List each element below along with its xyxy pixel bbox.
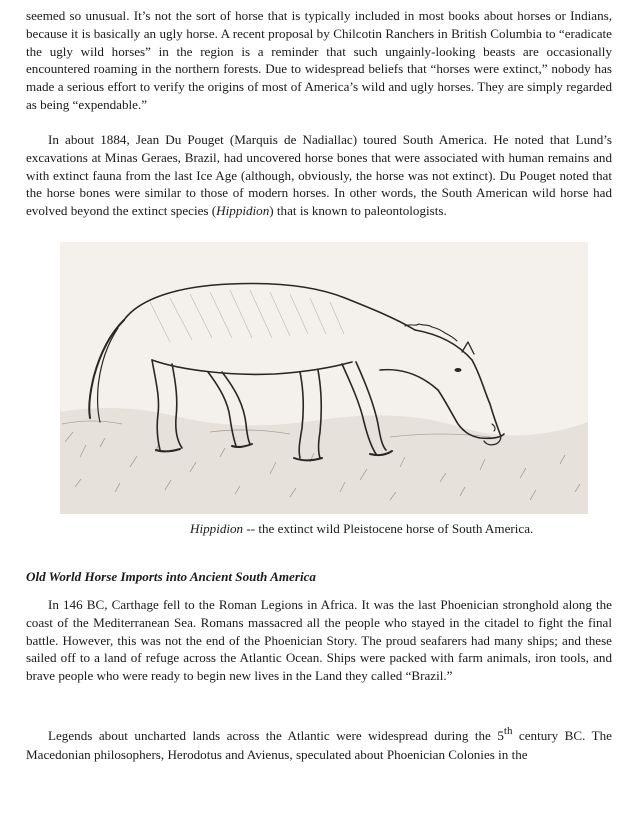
figure-caption: [190, 520, 533, 537]
paragraph-legends: [26, 724, 612, 764]
taxon-name: Hippidion: [216, 203, 270, 219]
paragraph-continuation: seemed so unusual. It’s not the sort of horse that is typically included in most books about horses or Indians, because it is basically an ugly horse. A recent proposal by Chilcotin Ranchers in British Columbia to “eradicate the ugly wild horses” in the region is a reminder that such ungainly-looking beasts are occasionally encountered roaming in the northern forests. Due to widespread beliefs that “horses were extinct,” nobody has made a serious effort to verify the origins of most of America’s wild and ugly horses. They are simply regarded as being “expendable.”: [26, 8, 612, 112]
horse-sketch: [60, 242, 588, 514]
ordinal-suffix: th: [503, 724, 513, 737]
hippidion-illustration: [60, 242, 588, 514]
paragraph-carthage: In 146 BC, Carthage fell to the Roman Legions in Africa. It was the last Phoenician stronghold along the coast of the Mediterranean Sea. Romans massacred all the people who stayed in the citadel to fight the final battle. However, this was not the end of the Phoenician Story. The proud seafarers had many ships; and these sailed off to a land of refuge across the Atlantic Ocean. Ships were packed with farm animals, iron tools, and brave people who were ready to begin new lives in the Land they called “Brazil.”: [26, 597, 612, 684]
paragraph-du-pouget-text-end: ) that is known to paleontologists.: [269, 203, 447, 219]
paragraph-du-pouget-text: In about 1884, Jean Du Pouget (Marquis de Nadiallac) toured South America. He noted that Lund’s excavations at Minas Geraes, Brazil, had uncovered horse bones that were associated with human remains and with extinct fauna from the last Ice Age (although, obviously, the horse was not extinct). Du Pouget noted that the horse bones were similar to those of modern horses. In other words, the South American wild horse had evolved beyond the extinct species (: [26, 132, 612, 219]
caption-text: -- the extinct wild Pleistocene horse of South America.: [243, 521, 534, 536]
paragraph-legends-text: Legends about uncharted lands across the Atlantic were widespread during the 5: [48, 728, 504, 743]
caption-taxon: Hippidion: [190, 521, 244, 536]
paragraph-legends-text-end: century BC. The Macedonian philosophers, Herodotus and Avienus, speculated about Phoenician Colonies in the: [26, 728, 612, 762]
section-heading: Old World Horse Imports into Ancient South America: [26, 569, 316, 584]
paragraph-du-pouget: [26, 131, 612, 220]
